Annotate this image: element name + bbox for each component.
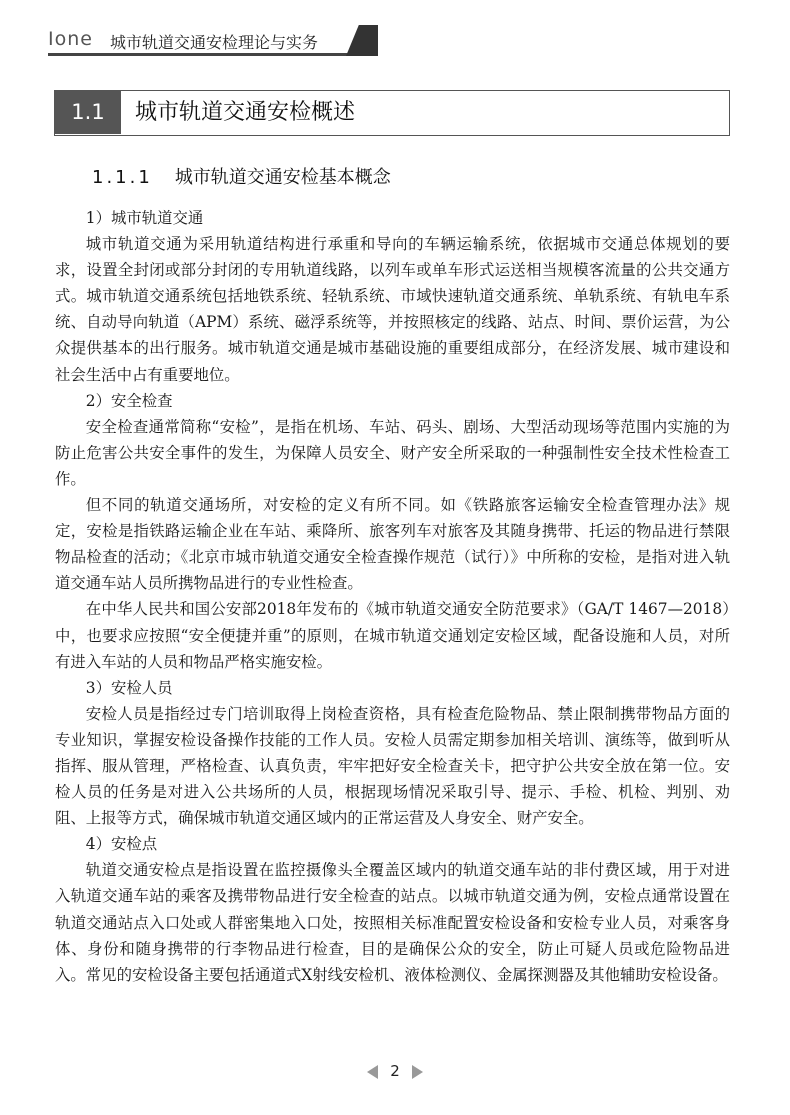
- subsection-title: 城市轨道交通安检基本概念: [174, 167, 391, 188]
- paragraph-1: 城市轨道交通为采用轨道结构进行承重和导向的车辆运输系统，依据城市交通总体规划的要求，设置全封闭或部分封闭的专用轨道线路，以列车或单车形式运送相当规模客流量的公共交通方式。城市轨道交通系统包括地铁系统、轻轨系统、市域快速轨道交通系统、单轨系统、有轨电车系统、自动导向轨道（APM）系统、磁浮系统等，并按照核定的线路、站点、时间、票价运营，为公众提供基本的出行服务。城市轨道交通是城市基础设施的重要组成部分，在经济发展、城市建设和社会生活中占有重要地位。: [55, 235, 730, 384]
- running-title: 城市轨道交通安检理论与实务: [110, 33, 319, 52]
- page-footer: [0, 1062, 790, 1080]
- paragraph-3: 但不同的轨道交通场所，对安检的定义有所不同。如《铁路旅客运输安全检查管理办法》规定，安检是指铁路运输企业在车站、乘降所、旅客列车对旅客及其随身携带、托运的物品进行禁限物品检查的活动；《北京市城市轨道交通安全检查操作规范（试行）》中所称的安检，是指对进入轨道交通车站人员所携物品进行的专业性检查。: [55, 496, 730, 593]
- subsection-number: 1.1.1: [92, 167, 153, 188]
- page-number: 2: [390, 1062, 400, 1080]
- next-page-arrow-icon: [412, 1065, 423, 1079]
- paragraph-4: 在中华人民共和国公安部2018年发布的《城市轨道交通安全防范要求》（GA/T 1467—2018）中，也要求应按照“安全便捷并重”的原则，在城市轨道交通划定安检区域，配备设施和人员，对所有进入车站的人员和物品严格实施安检。: [55, 600, 730, 671]
- header-tab-decoration: [346, 25, 378, 56]
- paragraph-5: 安检人员是指经过专门培训取得上岗检查资格，具有检查危险物品、禁止限制携带物品方面的专业知识，掌握安检设备操作技能的工作人员。安检人员需定期参加相关培训、演练等，做到听从指挥、服从管理，严格检查、认真负责，牢牢把好安全检查关卡，把守护公共安全放在第一位。安检人员的任务是对进入公共场所的人员，根据现场情况采取引导、提示、手检、机检、判别、劝阻、上报等方式，确保城市轨道交通区域内的正常运营及人身安全、财产安全。: [55, 704, 730, 828]
- paragraph-6: 轨道交通安检点是指设置在监控摄像头全覆盖区域内的轨道交通车站的非付费区域，用于对进入轨道交通车站的乘客及携带物品进行安全检查的站点。以城市轨道交通为例，安检点通常设置在轨道交通站点入口处或人群密集地入口处，按照相关标准配置安检设备和安检专业人员，对乘客身体、身份和随身携带的行李物品进行检查，目的是确保公众的安全，防止可疑人员或危险物品进入。常见的安检设备主要包括通道式X射线安检机、液体检测仪、金属探测器及其他辅助安检设备。: [55, 861, 730, 984]
- previous-page-arrow-icon: [367, 1065, 378, 1079]
- body-text: [55, 205, 730, 988]
- paragraph-2: 安全检查通常简称“安检”，是指在机场、车站、码头、剧场、大型活动现场等范围内实施的为防止危害公共安全事件的发生，为保障人员安全、财产安全所采取的一种强制性安全技术性检查工作。: [55, 417, 730, 488]
- running-header: [0, 0, 790, 60]
- section-heading: [54, 90, 730, 136]
- publisher-logo: Ione: [48, 28, 93, 50]
- item-heading-3: 3）安检人员: [85, 678, 173, 697]
- subsection-heading: [92, 163, 391, 189]
- section-title: 城市轨道交通安检概述: [135, 100, 356, 125]
- item-heading-4: 4）安检点: [85, 835, 158, 854]
- item-heading-1: 1）城市轨道交通: [85, 209, 204, 227]
- section-number: 1.1: [55, 91, 121, 134]
- header-rule: [48, 53, 348, 56]
- item-heading-2: 2）安全检查: [85, 391, 173, 410]
